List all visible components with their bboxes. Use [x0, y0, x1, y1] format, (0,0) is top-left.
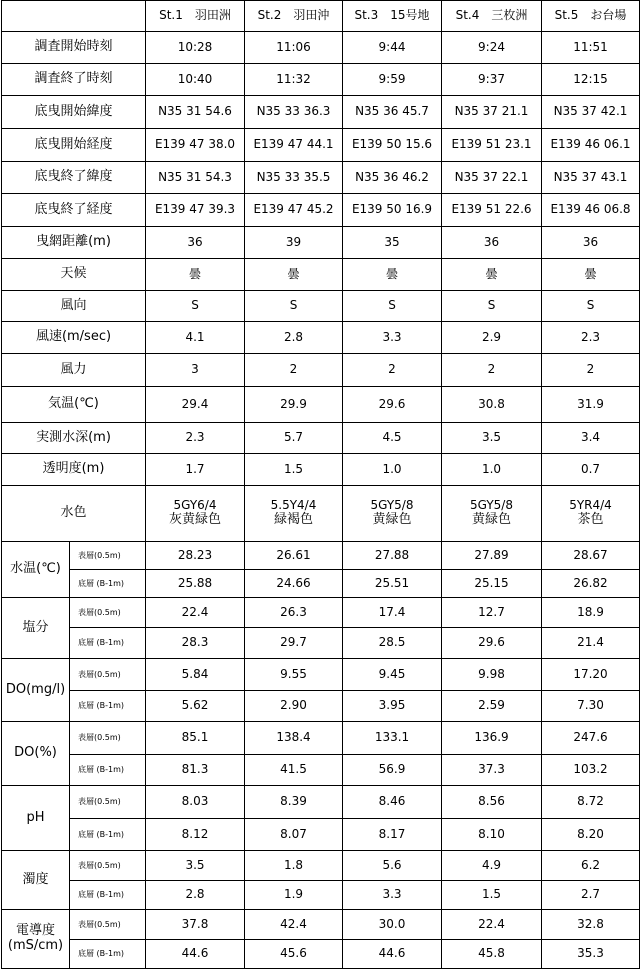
value-cell: 曇: [442, 259, 542, 291]
water-color-name: 茶色: [577, 511, 604, 527]
value-cell: 8.03: [146, 786, 245, 819]
value-cell: 3: [146, 354, 245, 387]
value-cell: N35 37 43.1: [542, 162, 640, 194]
value-cell: 8.10: [442, 819, 542, 851]
value-cell: 11:06: [245, 32, 343, 64]
value-cell: 9.98: [442, 659, 542, 691]
table-row: [2, 291, 640, 322]
table-row-bottom: [2, 881, 640, 910]
value-cell: 17.4: [343, 598, 442, 628]
value-cell: 7.30: [542, 691, 640, 722]
table-row: [2, 423, 640, 454]
value-cell: 1.5: [245, 454, 343, 486]
value-cell: 2: [245, 354, 343, 387]
layer-label-bottom: 底層 (B-1m): [70, 940, 146, 969]
value-cell: 1.0: [343, 454, 442, 486]
water-color-code: 5GY5/8: [470, 498, 513, 513]
table-row-surface: [2, 851, 640, 881]
water-color-cell: [146, 486, 245, 542]
value-cell: 36: [146, 227, 245, 259]
value-cell: 3.4: [542, 423, 640, 454]
value-cell: 3.5: [146, 851, 245, 881]
value-cell: 1.8: [245, 851, 343, 881]
value-cell: 17.20: [542, 659, 640, 691]
value-cell: 25.88: [146, 570, 245, 598]
value-cell: 27.88: [343, 542, 442, 570]
row-label: 底曳終了緯度: [2, 162, 146, 194]
value-cell: 3.95: [343, 691, 442, 722]
station-header: St.3 15号地: [343, 1, 442, 32]
value-cell: 曇: [343, 259, 442, 291]
value-cell: 35.3: [542, 940, 640, 969]
row-label: 底曳終了経度: [2, 194, 146, 227]
value-cell: 2.8: [245, 322, 343, 354]
value-cell: 4.1: [146, 322, 245, 354]
table-row: [2, 259, 640, 291]
group-label: DO(%): [2, 722, 70, 786]
value-cell: E139 47 44.1: [245, 129, 343, 162]
station-header: St.5 お台場: [542, 1, 640, 32]
group-label: 電導度 (mS/cm): [2, 910, 70, 969]
water-color-cell: [542, 486, 640, 542]
value-cell: 8.46: [343, 786, 442, 819]
value-cell: E139 50 16.9: [343, 194, 442, 227]
value-cell: 12:15: [542, 64, 640, 96]
table-row-surface: [2, 659, 640, 691]
value-cell: S: [343, 291, 442, 322]
value-cell: 2.3: [146, 423, 245, 454]
value-cell: N35 33 36.3: [245, 96, 343, 129]
value-cell: 9:37: [442, 64, 542, 96]
value-cell: N35 36 45.7: [343, 96, 442, 129]
header-row: [2, 1, 640, 32]
group-label: pH: [2, 786, 70, 851]
value-cell: 9.55: [245, 659, 343, 691]
table-row: [2, 129, 640, 162]
value-cell: 12.7: [442, 598, 542, 628]
value-cell: E139 47 38.0: [146, 129, 245, 162]
value-cell: N35 37 22.1: [442, 162, 542, 194]
table-row-bottom: [2, 755, 640, 786]
header-corner: [2, 1, 146, 32]
value-cell: 5.84: [146, 659, 245, 691]
value-cell: S: [542, 291, 640, 322]
value-cell: 29.9: [245, 387, 343, 423]
value-cell: 138.4: [245, 722, 343, 755]
value-cell: 1.5: [442, 881, 542, 910]
station-header: St.1 羽田洲: [146, 1, 245, 32]
value-cell: 曇: [146, 259, 245, 291]
group-label: 濁度: [2, 851, 70, 910]
value-cell: 44.6: [343, 940, 442, 969]
water-color-code: 5GY6/4: [173, 498, 217, 513]
value-cell: 3.3: [343, 881, 442, 910]
value-cell: 2.90: [245, 691, 343, 722]
value-cell: 6.2: [542, 851, 640, 881]
station-header: St.2 羽田沖: [245, 1, 343, 32]
layer-label-surface: 表層(0.5m): [70, 542, 146, 570]
water-color-code: 5.5Y4/4: [270, 498, 317, 513]
water-color-name: 緑褐色: [273, 511, 313, 527]
value-cell: E139 46 06.8: [542, 194, 640, 227]
value-cell: 11:51: [542, 32, 640, 64]
layer-label-bottom: 底層 (B-1m): [70, 691, 146, 722]
value-cell: 39: [245, 227, 343, 259]
value-cell: 85.1: [146, 722, 245, 755]
value-cell: 28.3: [146, 628, 245, 659]
value-cell: 8.56: [442, 786, 542, 819]
value-cell: 27.89: [442, 542, 542, 570]
value-cell: 2.3: [542, 322, 640, 354]
row-label: 水色: [2, 486, 146, 542]
value-cell: 35: [343, 227, 442, 259]
group-label: DO(mg/l): [2, 659, 70, 722]
value-cell: N35 36 46.2: [343, 162, 442, 194]
value-cell: E139 50 15.6: [343, 129, 442, 162]
row-label: 風力: [2, 354, 146, 387]
value-cell: 31.9: [542, 387, 640, 423]
row-label: 天候: [2, 259, 146, 291]
value-cell: 5.6: [343, 851, 442, 881]
value-cell: 曇: [542, 259, 640, 291]
layer-label-surface: 表層(0.5m): [70, 659, 146, 691]
table-row: [2, 194, 640, 227]
value-cell: N35 31 54.3: [146, 162, 245, 194]
value-cell: 3.3: [343, 322, 442, 354]
layer-label-surface: 表層(0.5m): [70, 598, 146, 628]
value-cell: 25.51: [343, 570, 442, 598]
table-row-bottom: [2, 691, 640, 722]
value-cell: 26.82: [542, 570, 640, 598]
value-cell: N35 31 54.6: [146, 96, 245, 129]
value-cell: 22.4: [146, 598, 245, 628]
value-cell: 2: [542, 354, 640, 387]
value-cell: 24.66: [245, 570, 343, 598]
value-cell: 25.15: [442, 570, 542, 598]
value-cell: 247.6: [542, 722, 640, 755]
value-cell: 2: [442, 354, 542, 387]
table-row-surface: [2, 786, 640, 819]
value-cell: 9:44: [343, 32, 442, 64]
water-color-name: 黄緑色: [372, 511, 412, 527]
value-cell: E139 47 39.3: [146, 194, 245, 227]
table-row-bottom: [2, 628, 640, 659]
table-row-surface: [2, 910, 640, 940]
table-row: [2, 387, 640, 423]
value-cell: 22.4: [442, 910, 542, 940]
water-color-name: 灰黄緑色: [168, 511, 221, 527]
value-cell: 45.6: [245, 940, 343, 969]
layer-label-bottom: 底層 (B-1m): [70, 628, 146, 659]
value-cell: 8.12: [146, 819, 245, 851]
value-cell: 8.39: [245, 786, 343, 819]
table-row-bottom: [2, 819, 640, 851]
value-cell: 36: [442, 227, 542, 259]
value-cell: N35 33 35.5: [245, 162, 343, 194]
value-cell: 18.9: [542, 598, 640, 628]
value-cell: 1.7: [146, 454, 245, 486]
row-label: 気温(℃): [2, 387, 146, 423]
value-cell: 9:24: [442, 32, 542, 64]
value-cell: E139 46 06.1: [542, 129, 640, 162]
value-cell: 2.7: [542, 881, 640, 910]
table-row: [2, 227, 640, 259]
value-cell: 81.3: [146, 755, 245, 786]
table-row: [2, 454, 640, 486]
value-cell: 29.4: [146, 387, 245, 423]
row-label: 調査終了時刻: [2, 64, 146, 96]
value-cell: 30.0: [343, 910, 442, 940]
row-label: 実測水深(m): [2, 423, 146, 454]
value-cell: S: [442, 291, 542, 322]
value-cell: S: [146, 291, 245, 322]
row-label: 透明度(m): [2, 454, 146, 486]
value-cell: N35 37 42.1: [542, 96, 640, 129]
value-cell: 2.9: [442, 322, 542, 354]
row-label: 曳網距離(m): [2, 227, 146, 259]
value-cell: 42.4: [245, 910, 343, 940]
table-row-bottom: [2, 940, 640, 969]
layer-label-surface: 表層(0.5m): [70, 851, 146, 881]
value-cell: 10:40: [146, 64, 245, 96]
value-cell: 5.7: [245, 423, 343, 454]
table-row: [2, 64, 640, 96]
value-cell: 103.2: [542, 755, 640, 786]
value-cell: 2.59: [442, 691, 542, 722]
value-cell: 37.3: [442, 755, 542, 786]
value-cell: 9:59: [343, 64, 442, 96]
table-row-surface: [2, 542, 640, 570]
value-cell: 8.72: [542, 786, 640, 819]
value-cell: 4.5: [343, 423, 442, 454]
group-label: 塩分: [2, 598, 70, 659]
water-color-name: 黄緑色: [471, 511, 511, 527]
layer-label-surface: 表層(0.5m): [70, 910, 146, 940]
value-cell: 28.23: [146, 542, 245, 570]
value-cell: 26.61: [245, 542, 343, 570]
water-color-cell: [442, 486, 542, 542]
row-label: 風向: [2, 291, 146, 322]
value-cell: 8.07: [245, 819, 343, 851]
group-label: 水温(℃): [2, 542, 70, 598]
value-cell: 32.8: [542, 910, 640, 940]
water-color-row: [2, 486, 640, 542]
value-cell: 5.62: [146, 691, 245, 722]
water-color-cell: [245, 486, 343, 542]
water-color-code: 5GY5/8: [370, 498, 414, 513]
layer-label-bottom: 底層 (B-1m): [70, 755, 146, 786]
layer-label-bottom: 底層 (B-1m): [70, 570, 146, 598]
value-cell: 133.1: [343, 722, 442, 755]
value-cell: 136.9: [442, 722, 542, 755]
value-cell: 37.8: [146, 910, 245, 940]
value-cell: 8.17: [343, 819, 442, 851]
value-cell: 21.4: [542, 628, 640, 659]
value-cell: 30.8: [442, 387, 542, 423]
table-row: [2, 32, 640, 64]
value-cell: E139 51 22.6: [442, 194, 542, 227]
table-row: [2, 322, 640, 354]
value-cell: 4.9: [442, 851, 542, 881]
table-row-surface: [2, 722, 640, 755]
table-row-surface: [2, 598, 640, 628]
table-row: [2, 354, 640, 387]
table-row: [2, 162, 640, 194]
value-cell: 0.7: [542, 454, 640, 486]
value-cell: N35 37 21.1: [442, 96, 542, 129]
value-cell: 29.6: [442, 628, 542, 659]
value-cell: 10:28: [146, 32, 245, 64]
row-label: 底曳開始緯度: [2, 96, 146, 129]
layer-label-bottom: 底層 (B-1m): [70, 819, 146, 851]
value-cell: 3.5: [442, 423, 542, 454]
table-row: [2, 96, 640, 129]
survey-table: [1, 0, 640, 969]
value-cell: E139 51 23.1: [442, 129, 542, 162]
row-label: 底曳開始経度: [2, 129, 146, 162]
value-cell: 29.6: [343, 387, 442, 423]
value-cell: 11:32: [245, 64, 343, 96]
value-cell: 45.8: [442, 940, 542, 969]
value-cell: 9.45: [343, 659, 442, 691]
value-cell: 28.67: [542, 542, 640, 570]
value-cell: 1.0: [442, 454, 542, 486]
value-cell: 26.3: [245, 598, 343, 628]
value-cell: 36: [542, 227, 640, 259]
layer-label-surface: 表層(0.5m): [70, 786, 146, 819]
value-cell: 41.5: [245, 755, 343, 786]
layer-label-surface: 表層(0.5m): [70, 722, 146, 755]
value-cell: E139 47 45.2: [245, 194, 343, 227]
value-cell: 8.20: [542, 819, 640, 851]
value-cell: 28.5: [343, 628, 442, 659]
value-cell: 44.6: [146, 940, 245, 969]
value-cell: 1.9: [245, 881, 343, 910]
water-color-cell: [343, 486, 442, 542]
water-color-code: 5YR4/4: [569, 498, 612, 513]
value-cell: 2.8: [146, 881, 245, 910]
value-cell: 56.9: [343, 755, 442, 786]
value-cell: 曇: [245, 259, 343, 291]
value-cell: S: [245, 291, 343, 322]
table-row-bottom: [2, 570, 640, 598]
value-cell: 2: [343, 354, 442, 387]
station-header: St.4 三枚洲: [442, 1, 542, 32]
row-label: 調査開始時刻: [2, 32, 146, 64]
value-cell: 29.7: [245, 628, 343, 659]
layer-label-bottom: 底層 (B-1m): [70, 881, 146, 910]
row-label: 風速(m/sec): [2, 322, 146, 354]
